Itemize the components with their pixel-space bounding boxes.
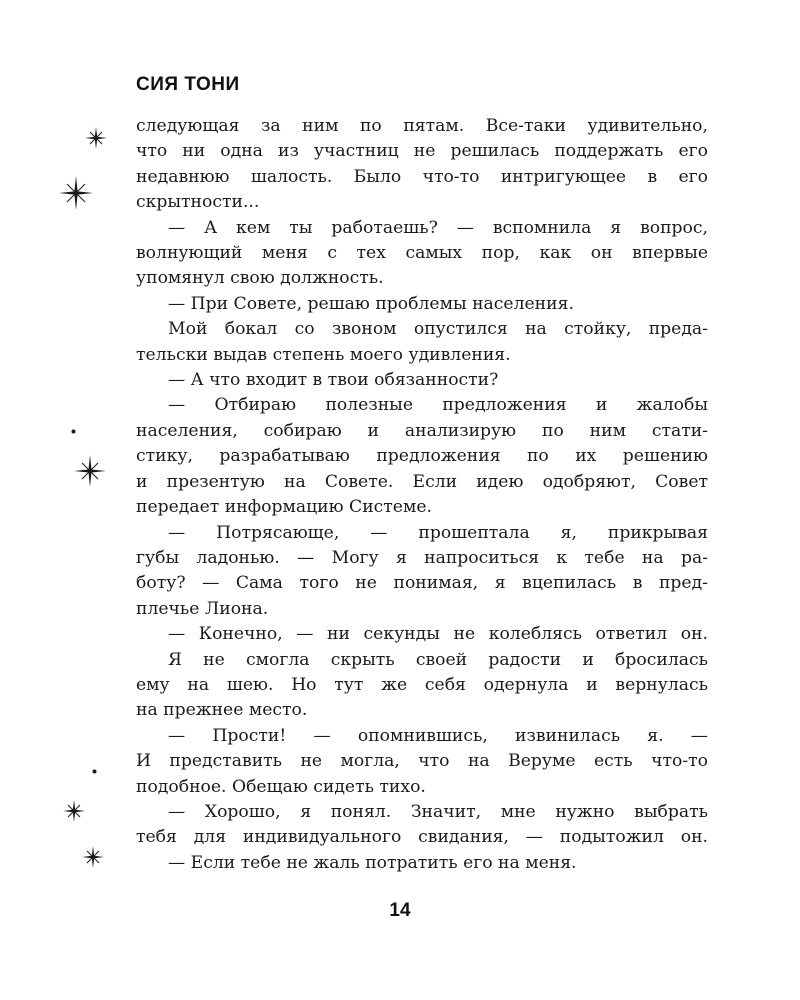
- text-line: и презентую на Совете. Если идею одобряют, Совет: [136, 471, 708, 492]
- text-line: Я не смогла скрыть своей радости и бросилась: [168, 649, 708, 670]
- text-line: волнующий меня с тех самых пор, как он впервые: [136, 243, 708, 264]
- text-line: тебя для индивидуального свидания, — подытожил он.: [136, 827, 708, 848]
- text-line: — При Совете, решаю проблемы населения.: [168, 293, 574, 314]
- running-header-author: СИЯ ТОНИ: [136, 74, 240, 95]
- text-line: — Хорошо, я понял. Значит, мне нужно выбрать: [168, 801, 708, 822]
- page-number: 14: [389, 900, 411, 921]
- text-line: плечье Лиона.: [136, 598, 269, 619]
- text-line: — Конечно, — ни секунды не колеблясь ответил он.: [168, 624, 708, 645]
- text-line: подобное. Обещаю сидеть тихо.: [136, 776, 426, 797]
- text-line: И представить не могла, что на Веруме есть что-то: [136, 751, 708, 772]
- text-line: что ни одна из участниц не решилась поддержать его: [136, 141, 708, 162]
- dot-icon: [71, 429, 76, 434]
- text-line: — Потрясающе, — прошептала я, прикрывая: [168, 522, 708, 543]
- text-line: — А кем ты работаешь? — вспомнила я вопрос,: [168, 217, 708, 238]
- dot-icon: [92, 769, 97, 774]
- text-line: боту? — Сама того не понимая, я вцепилась в пред-: [136, 573, 708, 594]
- text-line: населения, собираю и анализирую по ним стати-: [136, 420, 708, 441]
- text-line: недавнюю шалость. Было что-то интригующее в его: [136, 166, 708, 187]
- text-line: — Отбираю полезные предложения и жалобы: [168, 395, 708, 416]
- text-line: на прежнее место.: [136, 700, 308, 721]
- text-line: тельски выдав степень моего удивления.: [136, 344, 511, 365]
- sparkle-star-icon: [63, 800, 85, 822]
- sparkle-star-icon: [74, 455, 106, 487]
- sparkle-star-icon: [59, 176, 93, 210]
- text-line: ему на шею. Но тут же себя одернула и вернулась: [136, 674, 708, 695]
- text-line: Мой бокал со звоном опустился на стойку, преда-: [168, 319, 708, 340]
- text-line: — Если тебе не жаль потратить его на меня.: [168, 852, 577, 873]
- sparkle-star-icon: [82, 846, 104, 868]
- text-line: передает информацию Системе.: [136, 497, 432, 518]
- sparkle-star-icon: [85, 127, 107, 149]
- page-body-text: [136, 114, 708, 876]
- text-line: — Прости! — опомнившись, извинилась я. —: [168, 725, 708, 746]
- text-line: упомянул свою должность.: [136, 268, 384, 289]
- text-line: следующая за ним по пятам. Все-таки удивительно,: [136, 116, 708, 136]
- text-line: губы ладонью. — Могу я напроситься к тебе на ра-: [136, 547, 708, 568]
- text-line: скрытности...: [136, 192, 260, 213]
- text-line: — А что входит в твои обязанности?: [168, 370, 499, 391]
- text-line: стику, разрабатываю предложения по их решению: [136, 446, 708, 467]
